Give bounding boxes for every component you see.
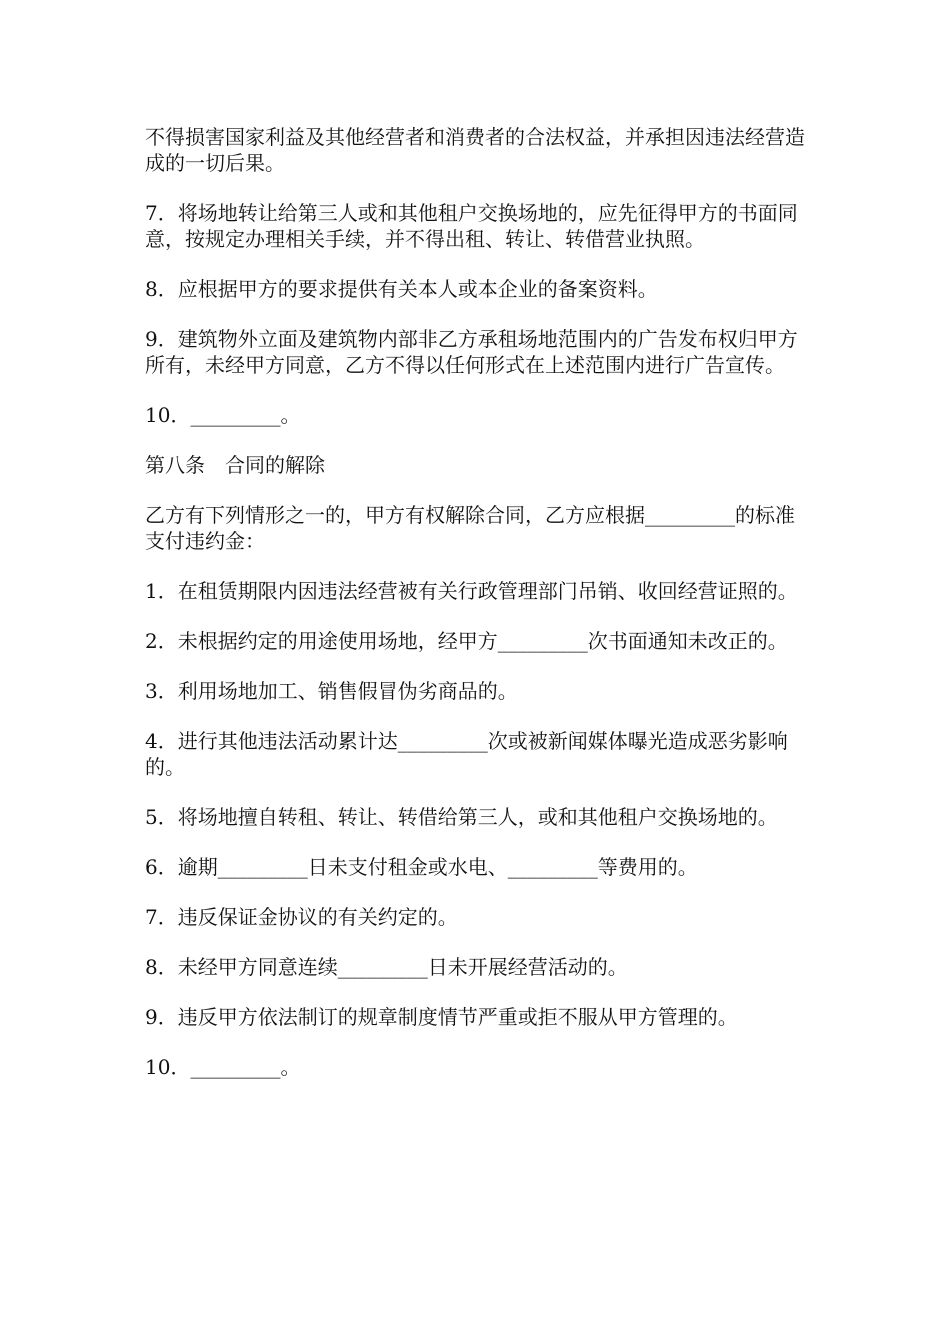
termination-item-7: 7．违反保证金协议的有关约定的。 [145,905,458,929]
termination-item-3: 3．利用场地加工、销售假冒伪劣商品的。 [145,679,518,703]
termination-item-9: 9．违反甲方依法制订的规章制度情节严重或拒不服从甲方管理的。 [145,1005,738,1029]
termination-item-8: 8．未经甲方同意连续_________日未开展经营活动的。 [145,955,628,979]
paragraph-item-9-advertising: 9．建筑物外立面及建筑物内部非乙方承租场地范围内的广告发布权归甲方所有，未经甲方同意，乙方不得以任何形式在上述范围内进行广告宣传。 [145,327,798,377]
paragraph-item-7-transfer: 7．将场地转让给第三人或和其他租户交换场地的，应先征得甲方的书面同意，按规定办理相关手续，并不得出租、转让、转借营业执照。 [145,201,798,251]
section-heading-article-8: 第八条 合同的解除 [145,453,325,477]
paragraph-item-8-records: 8．应根据甲方的要求提供有关本人或本企业的备案资料。 [145,277,658,301]
document-page [145,124,810,1104]
termination-item-1: 1．在租赁期限内因违法经营被有关行政管理部门吊销、收回经营证照的。 [145,579,798,603]
termination-item-4: 4．进行其他违法活动累计达_________次或被新闻媒体曝光造成恶劣影响的。 [145,729,788,779]
termination-item-10: 10．_________。 [145,1055,301,1079]
paragraph-liability: 不得损害国家利益及其他经营者和消费者的合法权益，并承担因违法经营造成的一切后果。 [145,125,805,175]
termination-item-6: 6．逾期_________日未支付租金或水电、_________等费用的。 [145,855,698,879]
termination-item-2: 2．未根据约定的用途使用场地，经甲方_________次书面通知未改正的。 [145,629,788,653]
termination-item-5: 5．将场地擅自转租、转让、转借给第三人，或和其他租户交换场地的。 [145,805,778,829]
paragraph-termination-intro: 乙方有下列情形之一的，甲方有权解除合同，乙方应根据_________的标准支付违约金： [145,503,795,553]
paragraph-item-10-blank: 10．_________。 [145,403,301,427]
